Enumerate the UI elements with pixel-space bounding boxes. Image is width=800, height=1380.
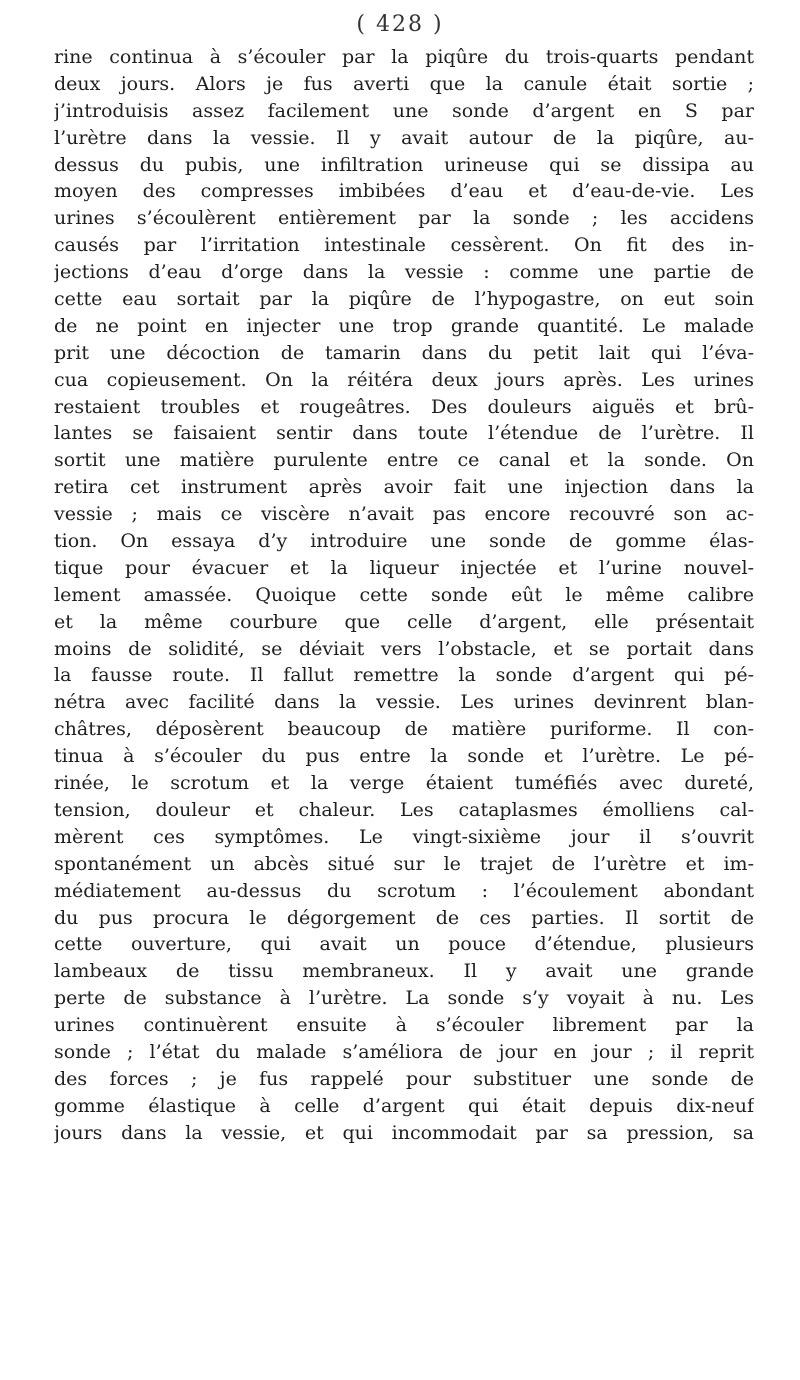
- text-line: retira cet instrument après avoir fait une injection dans la: [54, 476, 754, 499]
- text-line: et la même courbure que celle d’argent, elle présentait: [54, 610, 754, 633]
- text-line: de ne point en injecter une trop grande quantité. Le malade: [54, 314, 754, 337]
- text-line: cua copieusement. On la réitéra deux jours après. Les urines: [54, 368, 754, 391]
- text-line: médiatement au-dessus du scrotum : l’écoulement abondant: [54, 879, 754, 902]
- text-line: rinée, le scrotum et la verge étaient tuméfiés avec dureté,: [54, 772, 754, 795]
- text-line: j’introduisis assez facilement une sonde d’argent en S par: [54, 99, 754, 122]
- text-line: cette ouverture, qui avait un pouce d’étendue, plusieurs: [54, 933, 754, 956]
- text-line: moins de solidité, se déviait vers l’obstacle, et se portait dans: [54, 637, 754, 660]
- body-text: [54, 44, 754, 1147]
- text-line: la fausse route. Il fallut remettre la sonde d’argent qui pé-: [54, 664, 754, 687]
- text-line: sonde ; l’état du malade s’améliora de jour en jour ; il reprit: [54, 1040, 754, 1063]
- text-line: l’urètre dans la vessie. Il y avait autour de la piqûre, au-: [54, 126, 754, 149]
- text-line: du pus procura le dégorgement de ces parties. Il sortit de: [54, 906, 754, 929]
- text-line: spontanément un abcès situé sur le trajet de l’urètre et im-: [54, 852, 754, 875]
- text-line: dessus du pubis, une infiltration urineuse qui se dissipa au: [54, 153, 754, 176]
- text-line: tion. On essaya d’y introduire une sonde de gomme élas-: [54, 530, 754, 553]
- text-line: deux jours. Alors je fus averti que la canule était sortie ;: [54, 72, 754, 95]
- text-line: urines s’écoulèrent entièrement par la sonde ; les accidens: [54, 207, 754, 230]
- text-line: moyen des compresses imbibées d’eau et d’eau-de-vie. Les: [54, 180, 754, 203]
- text-line: prit une décoction de tamarin dans du petit lait qui l’éva-: [54, 341, 754, 364]
- text-line: sortit une matière purulente entre ce canal et la sonde. On: [54, 449, 754, 472]
- text-line: gomme élastique à celle d’argent qui était depuis dix-neuf: [54, 1094, 754, 1117]
- text-line: lantes se faisaient sentir dans toute l’étendue de l’urètre. Il: [54, 422, 754, 445]
- page-number: ( 428 ): [356, 12, 444, 37]
- text-line: urines continuèrent ensuite à s’écouler librement par la: [54, 1014, 754, 1037]
- text-line: mèrent ces symptômes. Le vingt-sixième jour il s’ouvrit: [54, 825, 754, 848]
- text-line: jours dans la vessie, et qui incommodait par sa pression, sa: [54, 1121, 754, 1144]
- text-line: vessie ; mais ce viscère n’avait pas encore recouvré son ac-: [54, 503, 754, 526]
- text-line: rine continua à s’écouler par la piqûre du trois-quarts pendant: [54, 46, 754, 68]
- text-line: tique pour évacuer et la liqueur injectée et l’urine nouvel-: [54, 556, 754, 579]
- text-line: perte de substance à l’urètre. La sonde s’y voyait à nu. Les: [54, 987, 754, 1010]
- text-line: nétra avec facilité dans la vessie. Les urines devinrent blan-: [54, 691, 754, 714]
- text-line: châtres, déposèrent beaucoup de matière puriforme. Il con-: [54, 718, 754, 741]
- text-line: lambeaux de tissu membraneux. Il y avait une grande: [54, 960, 754, 983]
- text-line: lement amassée. Quoique cette sonde eût le même calibre: [54, 583, 754, 606]
- text-line: tinua à s’écouler du pus entre la sonde et l’urètre. Le pé-: [54, 745, 754, 768]
- text-line: restaient troubles et rougeâtres. Des douleurs aiguës et brû-: [54, 395, 754, 418]
- text-line: des forces ; je fus rappelé pour substituer une sonde de: [54, 1067, 754, 1090]
- text-line: cette eau sortait par la piqûre de l’hypogastre, on eut soin: [54, 288, 754, 311]
- text-line: jections d’eau d’orge dans la vessie : comme une partie de: [54, 261, 754, 284]
- text-line: tension, douleur et chaleur. Les cataplasmes émolliens cal-: [54, 798, 754, 821]
- text-line: causés par l’irritation intestinale cessèrent. On fit des in-: [54, 234, 754, 257]
